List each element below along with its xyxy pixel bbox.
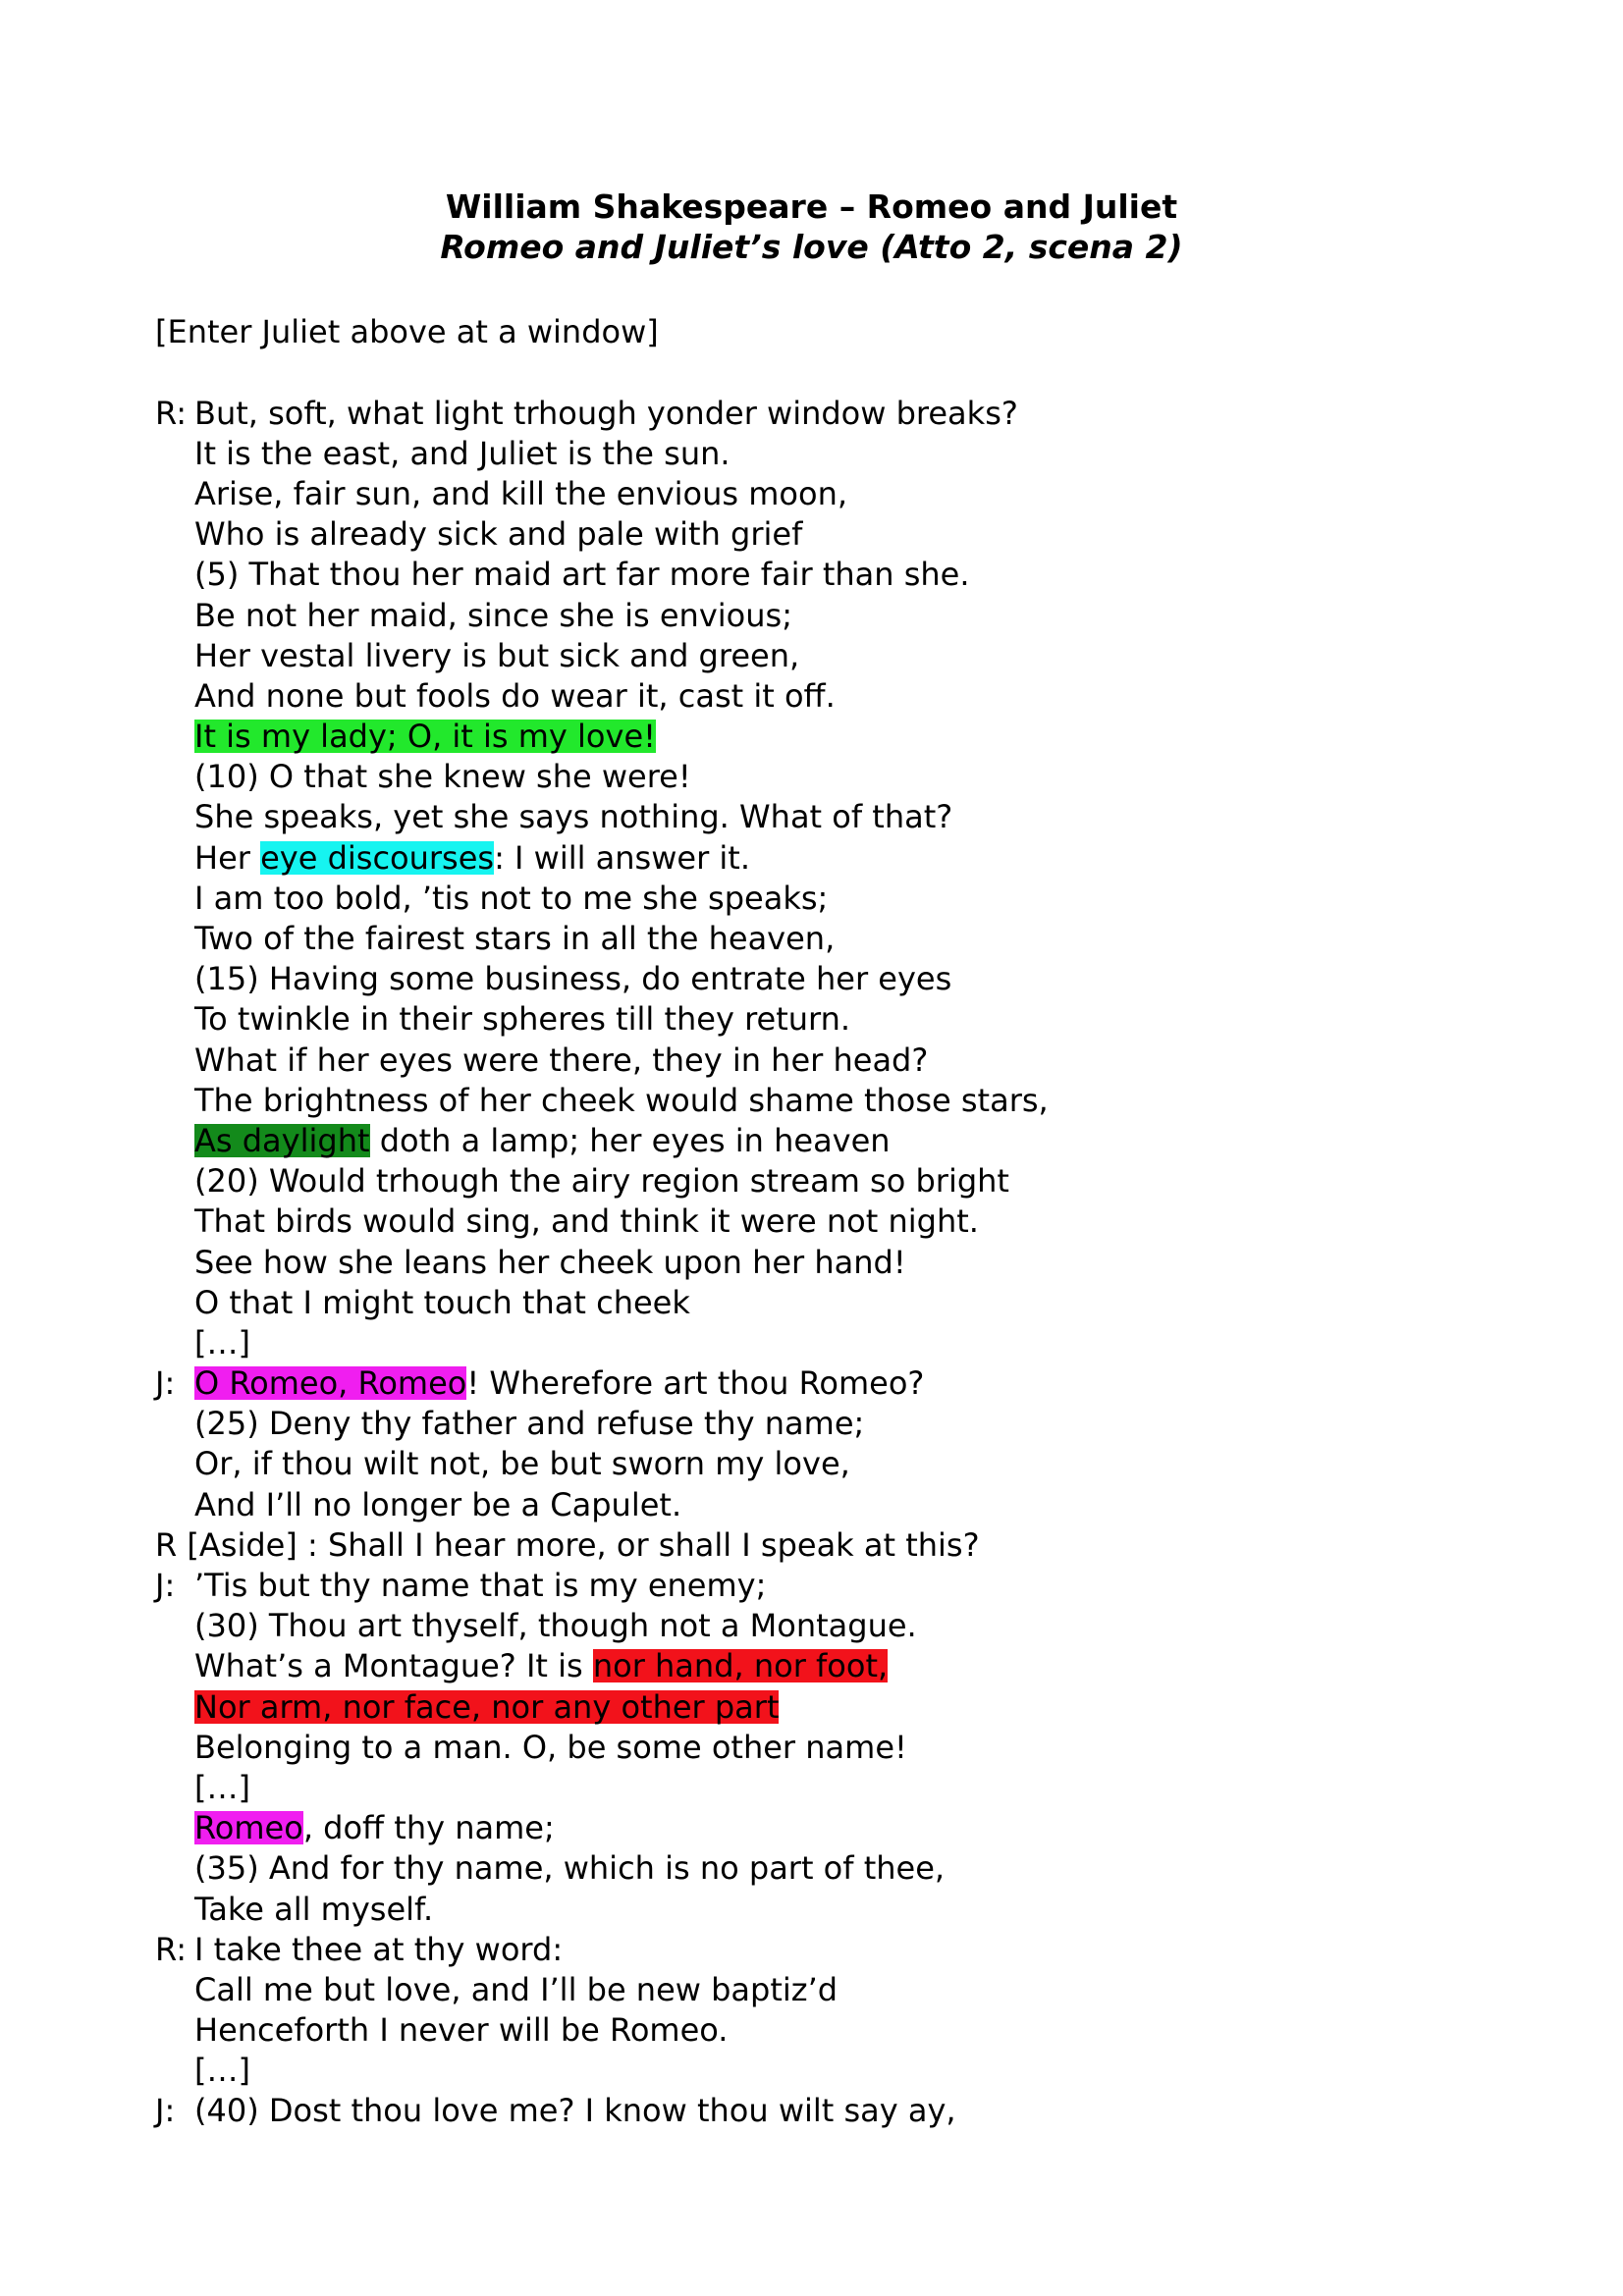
text-segment: (35) And for thy name, which is no part of thee, bbox=[194, 1849, 946, 1888]
text-segment: O that I might touch that cheek bbox=[194, 1283, 690, 1321]
text-segment: Be not her maid, since she is envious; bbox=[194, 596, 792, 634]
text-segment: That birds would sing, and think it were not night. bbox=[194, 1202, 979, 1241]
line-text bbox=[328, 1526, 980, 1564]
text-segment: doth a lamp; her eyes in heaven bbox=[369, 1121, 891, 1159]
verse-line bbox=[155, 959, 1530, 999]
line-text bbox=[194, 1647, 888, 1684]
text-segment: And I’ll no longer be a Capulet. bbox=[194, 1485, 682, 1523]
text-segment: ! Wherefore art thou Romeo? bbox=[466, 1364, 925, 1403]
highlighted-text: As daylight bbox=[194, 1121, 370, 1159]
line-text bbox=[194, 1082, 1049, 1119]
line-text bbox=[194, 880, 828, 917]
line-text bbox=[194, 1567, 766, 1604]
text-segment: Shall I hear more, or shall I speak at this? bbox=[327, 1525, 980, 1564]
speaker-label: R [Aside] : bbox=[155, 1525, 328, 1564]
text-segment: (15) Having some business, do entrate her eyes bbox=[194, 960, 952, 998]
text-segment: (40) Dost thou love me? I know thou wilt say ay, bbox=[194, 2092, 956, 2130]
line-text bbox=[194, 1364, 924, 1402]
verse-line bbox=[155, 1404, 1530, 1444]
verse-line bbox=[155, 878, 1530, 918]
speaker-label: R: bbox=[155, 394, 197, 432]
verse-line bbox=[155, 1363, 1530, 1404]
verse-line bbox=[155, 1161, 1530, 1201]
text-segment: She speaks, yet she says nothing. What of that? bbox=[194, 798, 953, 836]
text-segment: And none but fools do wear it, cast it off. bbox=[194, 676, 836, 715]
verse-line bbox=[155, 1565, 1530, 1605]
line-text bbox=[194, 597, 792, 634]
text-segment: Who is already sick and pale with grief bbox=[194, 515, 803, 554]
line-text bbox=[194, 798, 952, 835]
verse-line bbox=[155, 514, 1530, 555]
line-text bbox=[194, 920, 835, 957]
verse-line bbox=[155, 1808, 1530, 1848]
verse-line bbox=[155, 393, 1530, 433]
line-text bbox=[194, 1284, 690, 1321]
text-segment: Call me but love, and I’ll be new baptiz’d bbox=[194, 1970, 839, 2008]
line-text bbox=[194, 1729, 907, 1766]
verse-line bbox=[155, 1322, 1530, 1362]
verse-line bbox=[155, 1848, 1530, 1889]
text-segment: What if her eyes were there, they in her head? bbox=[194, 1041, 929, 1079]
text-segment: Or, if thou wilt not, be but sworn my love, bbox=[194, 1445, 850, 1483]
text-segment: […] bbox=[194, 1323, 250, 1362]
verse-line bbox=[155, 1201, 1530, 1242]
text-segment: […] bbox=[194, 2052, 250, 2090]
verse-line bbox=[155, 999, 1530, 1040]
speaker-label: J: bbox=[155, 1364, 186, 1403]
text-segment: I am too bold, ’tis not to me she speaks; bbox=[194, 879, 829, 917]
speaker-label: R: bbox=[155, 1930, 197, 1968]
text-segment: To twinkle in their spheres till they return. bbox=[194, 1000, 851, 1039]
text-segment: Henceforth I never will be Romeo. bbox=[194, 2011, 729, 2050]
line-text bbox=[194, 1486, 681, 1523]
verse-line bbox=[155, 837, 1530, 878]
highlighted-text: O Romeo, Romeo bbox=[194, 1364, 467, 1403]
line-text bbox=[194, 1891, 433, 1928]
verse-line bbox=[155, 473, 1530, 513]
verse-line bbox=[155, 918, 1530, 958]
line-text bbox=[194, 2052, 250, 2089]
text-segment: I take thee at thy word: bbox=[194, 1930, 564, 1968]
line-text bbox=[194, 960, 951, 997]
verse-line bbox=[155, 1969, 1530, 2009]
text-segment: Arise, fair sun, and kill the envious moon, bbox=[194, 474, 848, 512]
verse-line bbox=[155, 433, 1530, 473]
document-title: William Shakespeare – Romeo and Juliet bbox=[445, 187, 1178, 226]
line-text bbox=[194, 1931, 563, 1968]
line-text bbox=[194, 758, 691, 795]
line-text bbox=[194, 718, 656, 755]
verse-line bbox=[155, 1524, 1530, 1565]
line-text bbox=[194, 1445, 850, 1482]
text-segment: , doff thy name; bbox=[302, 1809, 555, 1847]
line-text bbox=[194, 1607, 917, 1644]
text-segment: What’s a Montague? It is bbox=[194, 1647, 593, 1685]
text-segment: (25) Deny thy father and refuse thy name; bbox=[194, 1405, 865, 1443]
line-text bbox=[194, 1000, 850, 1038]
line-text bbox=[194, 1162, 1009, 1200]
verse-line bbox=[155, 1120, 1530, 1160]
verse-line bbox=[155, 2091, 1530, 2131]
speaker-label: J: bbox=[155, 2092, 186, 2130]
line-text bbox=[194, 677, 836, 715]
verse-line bbox=[155, 1929, 1530, 1969]
verse-body bbox=[155, 393, 1530, 2131]
text-segment: See how she leans her cheek upon her hand! bbox=[194, 1243, 906, 1281]
highlighted-text: Romeo bbox=[194, 1809, 303, 1847]
verse-line bbox=[155, 1686, 1530, 1727]
line-text bbox=[194, 395, 1018, 432]
highlighted-text: eye discourses bbox=[260, 838, 495, 877]
line-text bbox=[194, 1688, 779, 1726]
text-segment: Two of the fairest stars in all the heaven, bbox=[194, 920, 836, 958]
document-subtitle: Romeo and Juliet’s love (Atto 2, scena 2) bbox=[440, 228, 1183, 266]
text-segment: Her bbox=[194, 838, 261, 877]
verse-line bbox=[155, 797, 1530, 837]
verse-line bbox=[155, 595, 1530, 635]
text-segment: : I will answer it. bbox=[494, 838, 751, 877]
text-segment: Belonging to a man. O, be some other name! bbox=[194, 1728, 907, 1766]
verse-line bbox=[155, 635, 1530, 675]
verse-line bbox=[155, 1080, 1530, 1120]
verse-line bbox=[155, 1646, 1530, 1686]
verse-line bbox=[155, 2010, 1530, 2051]
line-text bbox=[194, 435, 730, 472]
line-text bbox=[194, 1324, 250, 1362]
highlighted-text: nor hand, nor foot, bbox=[592, 1647, 889, 1685]
line-text bbox=[194, 556, 970, 593]
line-text bbox=[194, 2011, 728, 2049]
verse-line bbox=[155, 1767, 1530, 1807]
verse-line bbox=[155, 2051, 1530, 2091]
verse-line bbox=[155, 1889, 1530, 1929]
line-text bbox=[194, 1809, 555, 1846]
text-segment: Her vestal livery is but sick and green, bbox=[194, 636, 800, 674]
text-segment: (20) Would trhough the airy region stream so bright bbox=[194, 1162, 1009, 1201]
line-text bbox=[194, 1202, 979, 1240]
line-text bbox=[194, 1244, 906, 1281]
line-text bbox=[194, 1849, 945, 1887]
verse-line bbox=[155, 555, 1530, 595]
speaker-label: J: bbox=[155, 1567, 186, 1605]
verse-line bbox=[155, 1727, 1530, 1767]
verse-line bbox=[155, 1282, 1530, 1322]
verse-line bbox=[155, 675, 1530, 716]
line-text bbox=[194, 1041, 928, 1079]
title-block bbox=[0, 187, 1623, 267]
text-segment: […] bbox=[194, 1768, 250, 1806]
verse-line bbox=[155, 1444, 1530, 1484]
line-text bbox=[194, 1405, 864, 1442]
verse-line bbox=[155, 757, 1530, 797]
text-segment: (30) Thou art thyself, though not a Montague. bbox=[194, 1607, 917, 1645]
line-text bbox=[194, 1971, 838, 2008]
text-segment: (5) That thou her maid art far more fair than she. bbox=[194, 556, 970, 594]
text-segment: The brightness of her cheek would shame those stars, bbox=[194, 1081, 1049, 1119]
line-text bbox=[194, 515, 802, 553]
verse-line bbox=[155, 1040, 1530, 1080]
text-segment: ’Tis but thy name that is my enemy; bbox=[194, 1567, 767, 1605]
line-text bbox=[194, 1769, 250, 1806]
text-segment: But, soft, what light trhough yonder window breaks? bbox=[194, 394, 1018, 432]
line-text bbox=[194, 1122, 891, 1159]
verse-line bbox=[155, 1242, 1530, 1282]
line-text bbox=[194, 2092, 956, 2129]
text-segment: (10) O that she knew she were! bbox=[194, 758, 691, 796]
text-segment: It is the east, and Juliet is the sun. bbox=[194, 434, 730, 472]
text-segment: Take all myself. bbox=[194, 1890, 434, 1928]
stage-direction: [Enter Juliet above at a window] bbox=[155, 313, 659, 350]
verse-line bbox=[155, 1484, 1530, 1524]
line-text bbox=[194, 475, 847, 512]
verse-line bbox=[155, 717, 1530, 757]
highlighted-text: Nor arm, nor face, nor any other part bbox=[194, 1687, 780, 1726]
verse-line bbox=[155, 1606, 1530, 1646]
line-text bbox=[194, 839, 750, 877]
line-text bbox=[194, 637, 799, 674]
highlighted-text: It is my lady; O, it is my love! bbox=[194, 718, 656, 756]
